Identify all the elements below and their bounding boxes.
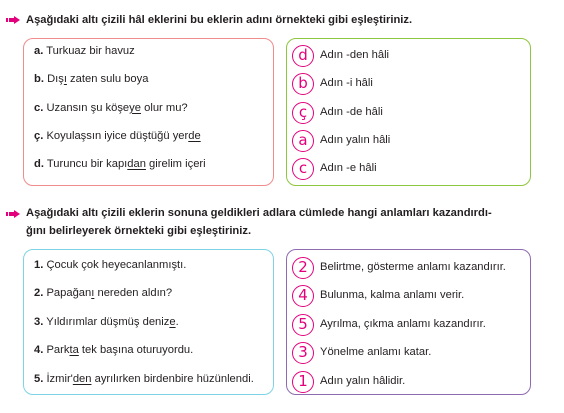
exercise2-question-line1: Aşağıdaki altı çizili eklerin sonuna geldikleri adlara cümlede hangi anlamları kazandırdı- [26, 207, 492, 219]
list-item [34, 344, 193, 357]
underlined-suffix: de [188, 129, 201, 142]
answer-text: Adın -i hâli [320, 77, 373, 90]
item-label: 4. [34, 344, 44, 357]
list-item [34, 373, 254, 386]
item-text: Çocuk çok heyecanlanmıştı. [46, 259, 187, 271]
match-answer-circle[interactable] [292, 285, 314, 307]
exercise2-question-line2: ğını belirleyerek örnekteki gibi eşleştiriniz. [26, 225, 252, 237]
match-answer-circle[interactable] [292, 130, 314, 152]
underlined-suffix: ta [69, 344, 79, 357]
answer-text: Adın -den hâli [320, 49, 390, 61]
item-label: c. [34, 101, 44, 114]
handwritten-answer: ç [298, 102, 308, 121]
underlined-suffix: ı [63, 73, 67, 86]
handwritten-answer: 3 [298, 343, 308, 362]
item-label: ç. [34, 129, 44, 142]
item-label: 5. [34, 372, 44, 385]
answer-text: Yönelme anlamı katar. [320, 346, 432, 359]
underlined-suffix: e [169, 315, 176, 328]
list-item [34, 73, 148, 86]
underlined-suffix: ı [91, 287, 95, 300]
item-label: a. [34, 45, 44, 57]
match-answer-circle[interactable] [292, 45, 314, 67]
item-text: Yıldırımlar düşmüş deniz [46, 315, 170, 328]
item-text-rest: nereden aldın? [94, 287, 173, 300]
match-answer-circle[interactable] [292, 158, 314, 180]
item-text: Park [46, 344, 70, 357]
handwritten-answer: 4 [298, 286, 308, 305]
item-text: Koyulaşsın iyice düştüğü yer [46, 129, 189, 142]
answer-text: Bulunma, kalma anlamı verir. [320, 289, 465, 302]
item-text-rest: ayrılırken birdenbire hüzünlendi. [91, 372, 254, 385]
exercise1-question: Aşağıdaki altı çizili hâl eklerini bu eklerin adını örnekteki gibi eşleştiriniz. [26, 14, 413, 26]
list-item [34, 259, 186, 272]
item-label: 3. [34, 315, 44, 328]
item-label: b. [34, 73, 44, 86]
handwritten-answer: 1 [298, 371, 308, 390]
item-text-rest: zaten sulu boya [66, 73, 149, 86]
underlined-suffix: den [72, 372, 92, 385]
match-answer-circle[interactable] [292, 73, 314, 95]
answer-text: Ayrılma, çıkma anlamı kazandırır. [320, 317, 486, 330]
answer-text: Adın -e hâli [320, 162, 377, 175]
item-text-rest: . [175, 315, 179, 328]
handwritten-answer: 2 [298, 258, 308, 276]
handwritten-answer: 5 [298, 314, 308, 333]
item-text-rest: girelim içeri [145, 158, 206, 171]
arrow-icon [6, 210, 20, 218]
handwritten-answer: a [298, 130, 308, 149]
item-text-rest: olur mu? [141, 101, 188, 114]
answer-text: Adın -de hâli [320, 105, 383, 118]
item-label: 2. [34, 287, 44, 300]
item-text: Turkuaz bir havuz [46, 45, 135, 57]
answer-text: Adın yalın hâlidir. [320, 374, 406, 387]
item-text: Papağan [46, 287, 92, 300]
list-item [34, 316, 179, 329]
item-label: 1. [34, 259, 44, 271]
item-text: Uzansın şu köşe [46, 101, 130, 114]
underlined-suffix: dan [127, 158, 146, 171]
underlined-suffix: ye [129, 101, 141, 114]
handwritten-answer: b [298, 74, 308, 93]
answer-text: Adın yalın hâli [320, 133, 391, 146]
list-item [34, 102, 188, 115]
list-item [34, 45, 135, 58]
list-item [34, 158, 206, 171]
item-text: İzmir' [46, 372, 73, 385]
item-text-rest: tek başına oturuyordu. [78, 344, 194, 357]
handwritten-answer: c [298, 159, 308, 178]
item-label: d. [34, 158, 44, 171]
list-item [34, 287, 172, 300]
match-answer-circle[interactable] [292, 102, 314, 124]
handwritten-answer: d [298, 46, 308, 64]
answer-text: Belirtme, gösterme anlamı kazandırır. [320, 261, 506, 273]
match-answer-circle[interactable] [292, 342, 314, 364]
list-item [34, 130, 201, 143]
match-answer-circle[interactable] [292, 371, 314, 393]
item-text: Turuncu bir kapı [46, 158, 128, 171]
arrow-icon [6, 16, 20, 24]
match-answer-circle[interactable] [292, 257, 314, 279]
match-answer-circle[interactable] [292, 314, 314, 336]
item-text: Dış [47, 73, 64, 86]
